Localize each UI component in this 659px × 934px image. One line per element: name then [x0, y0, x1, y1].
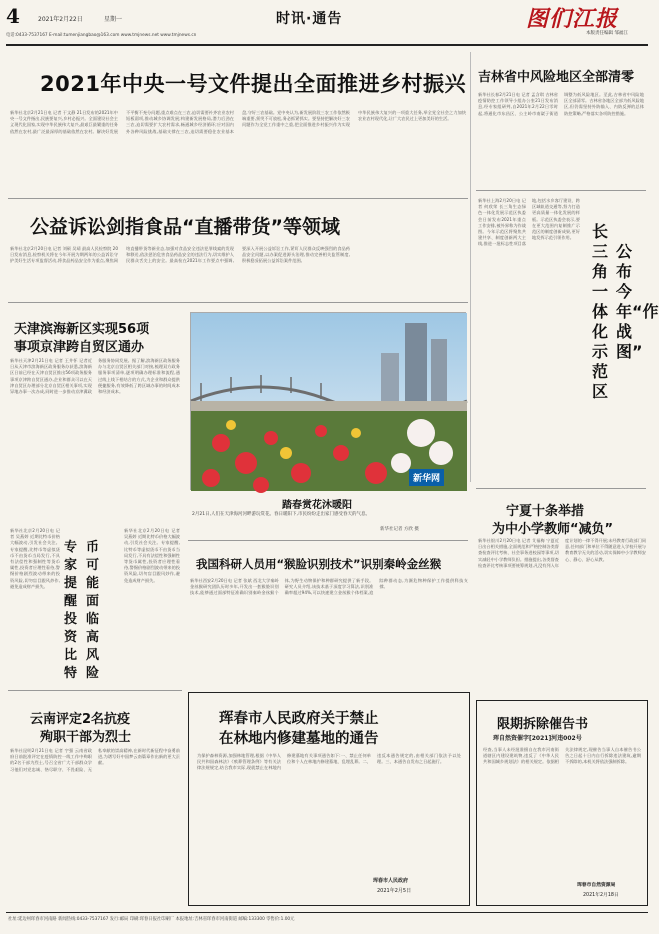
footer-info: 社址:延边州珲春市河南路 新闻热线:0433-7537167 发行:邮局 印刷:珲春日报社印刷厂 本报地址:吉林省珲春市河南街道 邮编:133300 零售价:1.00元: [8, 917, 295, 922]
divider: [8, 302, 468, 303]
masthead: [6, 4, 648, 44]
demolition-date: 2021年2月18日: [583, 893, 619, 898]
divider: [188, 540, 468, 541]
headline-char: 比: [64, 648, 78, 663]
headline-char: 提: [64, 576, 78, 591]
fraud-vertical-headline: [64, 536, 124, 686]
headline-char: 临: [86, 612, 100, 627]
masthead-rule: [6, 44, 648, 46]
demolition-signature: 珲春市自然资源局: [577, 883, 616, 888]
tianjin-headline-1: 天津滨海新区实现56项: [14, 322, 150, 337]
delta-body: 新华社上海2月20日电 记者 何欣荣 长三角生态绿色一体化发展示范区执委会日前发布2021年重点工作安排,被外界称为作战图。今年示范区将聚焦共建共享、制度创新两大主线,推进一批标志性项目落地,包括水乡客厅建设、跨区域轨道交通等,努力打造更高质量一体化发展的样板。示范区执委会表示,要在更大范围内复制推广示范区的制度创新成果,更好地发挥示范引领作用。: [478, 198, 580, 247]
headline-char: 可: [86, 558, 100, 573]
notice-body: 为保护森林资源,加强林地管理,根据《中华人民共和国森林法》《殡葬管理条例》等有关法律法规规定,结合我市实际,现就禁止在林地内修建墓地有关事项通告如下:一、禁止任何单位和个人在林地内修建墓地、乱埋乱葬。二、违反本通告规定的,由相关部门依法予以处理。三、本通告自发布之日起施行。: [197, 753, 461, 771]
martyrs-body: 新华社昆明2月21日电 记者 字强 云南省政府日前批准评定在疫情防控一线工作中殉职的2名干部为烈士,号召全省广大干部群众学习他们对党忠诚、恪尽职守、不畏艰险、无私奉献的崇高精神,在新时代新征程中奋勇前进,为谱写好中国梦云南篇章作出新的更大贡献。: [10, 748, 180, 772]
tianjin-headline-2: 事项京津跨自贸区通办: [14, 340, 145, 355]
teachers-headline-1: 宁夏十条举措: [506, 504, 585, 519]
demolition-headline: 限期拆除催告书: [497, 717, 589, 732]
notice-headline-1: 珲春市人民政府关于禁止: [219, 711, 379, 727]
notice-box: [188, 692, 470, 906]
issue-weekday: 星期一: [104, 16, 123, 23]
demolition-body: 经查,当事人未经批准擅自在我市河南街道辖区内建设建筑物,违反了《中华人民共和国城乡规划法》的相关规定。依据相关法律规定,现催告当事人自本催告书公告之日起十日内自行拆除违法建筑,逾期不拆除的,本机关将依法强制拆除。: [483, 747, 641, 765]
news-photo: [190, 312, 466, 490]
photo-credit: 新华社记者 方欣 摄: [380, 527, 419, 532]
contact-line: 电话:0433-7537167 E-mail:tumenjiangbao@163.com www.tmjnews.net www.tmjnews.cn: [6, 33, 197, 38]
headline-char: 高: [86, 630, 100, 645]
public-interest-headline: 公益诉讼剑指食品“直播带货”等领域: [30, 216, 340, 238]
tianjin-body: 新华社天津2月21日电 记者 王井怀 记者近日从天津市滨海新区政务服务办获悉,滨海新区日前已经在天津自贸区推出56项政务服务事项京津跨自贸区通办,企业和群众可以在天津自贸区办理部分北京自贸区相关事项,实现异地办事一次办成,同时进一步推动京津冀政务服务协同发展。据了解,滨海新区政务服务办与北京自贸区相关部门对接,梳理双方政务服务事项清单,逐项明确办理标准和流程,通过线上线下相结合的方式,为企业和群众提供便捷服务,有效降低了跨区域办事的时间成本和经济成本。: [10, 358, 180, 395]
demolition-doc-no: 珲自然资催字[2021]河违002号: [493, 735, 582, 742]
headline-char: 投: [64, 612, 78, 627]
notice-signature: 珲春市人民政府: [373, 878, 409, 884]
spring-flowers-photo: [191, 313, 467, 491]
delta-vertical-title-2: 长三角一体化示范区: [592, 222, 609, 401]
section-title: 时讯·通告: [276, 11, 343, 27]
notice-date: 2021年2月5日: [377, 888, 412, 894]
monkey-body: 新华社西安2月20日电 记者 张斌 西北大学秦岭金丝猴研究团队历时多年,开发出一套猴脸识别技术,能够通过面部特征准确识别秦岭金丝猴个体,为野生动物保护和种群研究提供了新手段。研究人员介绍,该技术基于深度学习算法,识别准确率超过94%,可以快速建立金丝猴个体档案,追踪种群动态,为濒危物种保护工作提供科技支撑。: [190, 578, 468, 596]
jilin-headline: 吉林省中风险地区全部清零: [478, 70, 635, 85]
headline-char: 专: [64, 540, 78, 555]
monkey-headline: 我国科研人员用“猴脸识别技术”识别秦岭金丝猴: [196, 557, 442, 571]
headline-char: 能: [86, 576, 100, 591]
divider: [8, 690, 182, 691]
headline-char: 币: [86, 540, 100, 555]
fraud-body-continued: 新华社北京2月20日电 记者 吴燕婷 近期比特币价格大幅波动,引发社会关注。专家提醒,比特币等虚拟货币不由货币当局发行,不具有法偿性和强制性等货币属性,投资者应理性看待,警惕价格剧烈波动带来的投资风险,切勿盲目跟风炒作,避免造成财产损失。: [124, 528, 180, 583]
brand-logo: 图们江报: [526, 6, 619, 32]
headline-char: 风: [86, 648, 100, 663]
jilin-body: 新华社长春2月21日电 记者 孟含琪 吉林省疫情防控工作领导小组办公室21日发布消息,经专家组研判,自2021年2月22日零时起,将通化市东昌区、公主岭市南崴子街道调整为低风险地区。至此,吉林省中风险地区全部清零。吉林省各地区全部为低风险地区,但仍需坚持外防输入、内防反弹的总体防控策略,严格落实各项防控措施。: [478, 92, 644, 116]
photo-tag: 新华网: [409, 469, 444, 486]
divider: [476, 488, 646, 489]
headline-char: 面: [86, 594, 100, 609]
headline-char: 醒: [64, 594, 78, 609]
teachers-headline-2: 为中小学教师“减负”: [492, 522, 614, 537]
public-interest-body: 新华社北京2月20日电 记者 刘硕 吴靖 最高人民检察院 20日发布消息,检察机关将在今年开展为期两年的公益诉讼守护美好生活专项监督活动,将食品药品安全作为重点,聚焦网络直播带货等新业态,加强对食品安全违法犯罪线索的发现和移送,依法惩治危害食品药品安全的违法行为,切实维护人民群众舌尖上的安全。最高检在2021年工作要点中强调,要深入开展公益诉讼工作,紧盯人民群众反映强烈的食品药品安全问题,以办案促进源头治理,推动完善相关监管制度,积极稳妥拓展公益诉讼案件范围。: [10, 246, 350, 264]
demolition-box: [476, 700, 648, 906]
martyrs-headline-2: 殉职干部为烈士: [40, 730, 132, 745]
photo-caption-title: 踏春赏花沐暖阳: [282, 500, 352, 511]
divider: [8, 198, 468, 199]
page-number: 4: [6, 4, 20, 28]
divider: [476, 190, 646, 191]
delta-vertical-title: 公布今年“作战图”: [616, 242, 659, 361]
headline-char: 险: [86, 666, 100, 681]
fraud-body: 新华社北京2月20日电 记者 吴燕婷 近期比特币价格大幅波动,引发社会关注。专家提醒,比特币等虚拟货币不由货币当局发行,不具有法偿性和强制性等货币属性,投资者应理性看待,警惕价格剧烈波动带来的投资风险,切勿盲目跟风炒作,避免造成财产损失。: [10, 528, 60, 589]
issue-date: 2021年2月22日: [38, 16, 83, 23]
martyrs-headline-1: 云南评定2名抗疫: [30, 712, 131, 727]
headline-char: 资: [64, 630, 78, 645]
delta-headline-block: [582, 222, 659, 472]
teachers-body: 新华社银川2月20日电 记者 艾福梅 宁夏近日出台相关措施,全面规范和严格控制各类督查检查评比考核、社会事务进校园等事项,切实减轻中小学教师负担。措施提出,各类督查检查评比考核事项要统筹规划,凡没有列入年度计划的一律不得开展;未经教育行政部门同意,任何部门和单位不得随意进入学校开展与教育教学无关的活动,切实保障中小学教师安心、静心、舒心从教。: [478, 538, 646, 568]
column-divider: [470, 52, 471, 482]
page-editor: 本版责任编辑 邹福江: [586, 31, 628, 36]
lead-headline: 2021年中央一号文件提出全面推进乡村振兴: [40, 72, 466, 96]
headline-char: 特: [64, 666, 78, 681]
photo-caption: 2月21日,人们在天津海河河畔游玩赏花。春日暖阳下,市民纷纷走出家门感受春天的气息。: [192, 512, 370, 517]
footer-rule: [6, 912, 648, 913]
lead-body: 新华社北京2月21日电 记者 于文静 21日发布的2021年中央一号文件指出,民族要复兴,乡村必振兴。全面建设社会主义现代化国家,实现中华民族伟大复兴,最艰巨最繁重的任务依然在农村,最广泛最深厚的基础依然在农村。解决好发展不平衡不充分问题,重点难点在三农,迫切需要补齐农业农村短板弱项,推动城乡协调发展;构建新发展格局,潜力后劲在三农,迫切需要扩大农村需求,畅通城乡经济循环;应对国内外各种风险挑战,基础支撑在三农,迫切需要稳住农业基本盘,守好三农基础。党中央认为,新发展阶段三农工作依然极端重要,须臾不可放松,务必抓紧抓实。要坚持把解决好三农问题作为全党工作重中之重,把全面推进乡村振兴作为实现中华民族伟大复兴的一项重大任务,举全党全社会之力加快农业农村现代化,让广大农民过上更加美好的生活。: [10, 110, 466, 134]
notice-headline-2: 在林地内修建墓地的通告: [219, 731, 379, 747]
headline-char: 家: [64, 558, 78, 573]
